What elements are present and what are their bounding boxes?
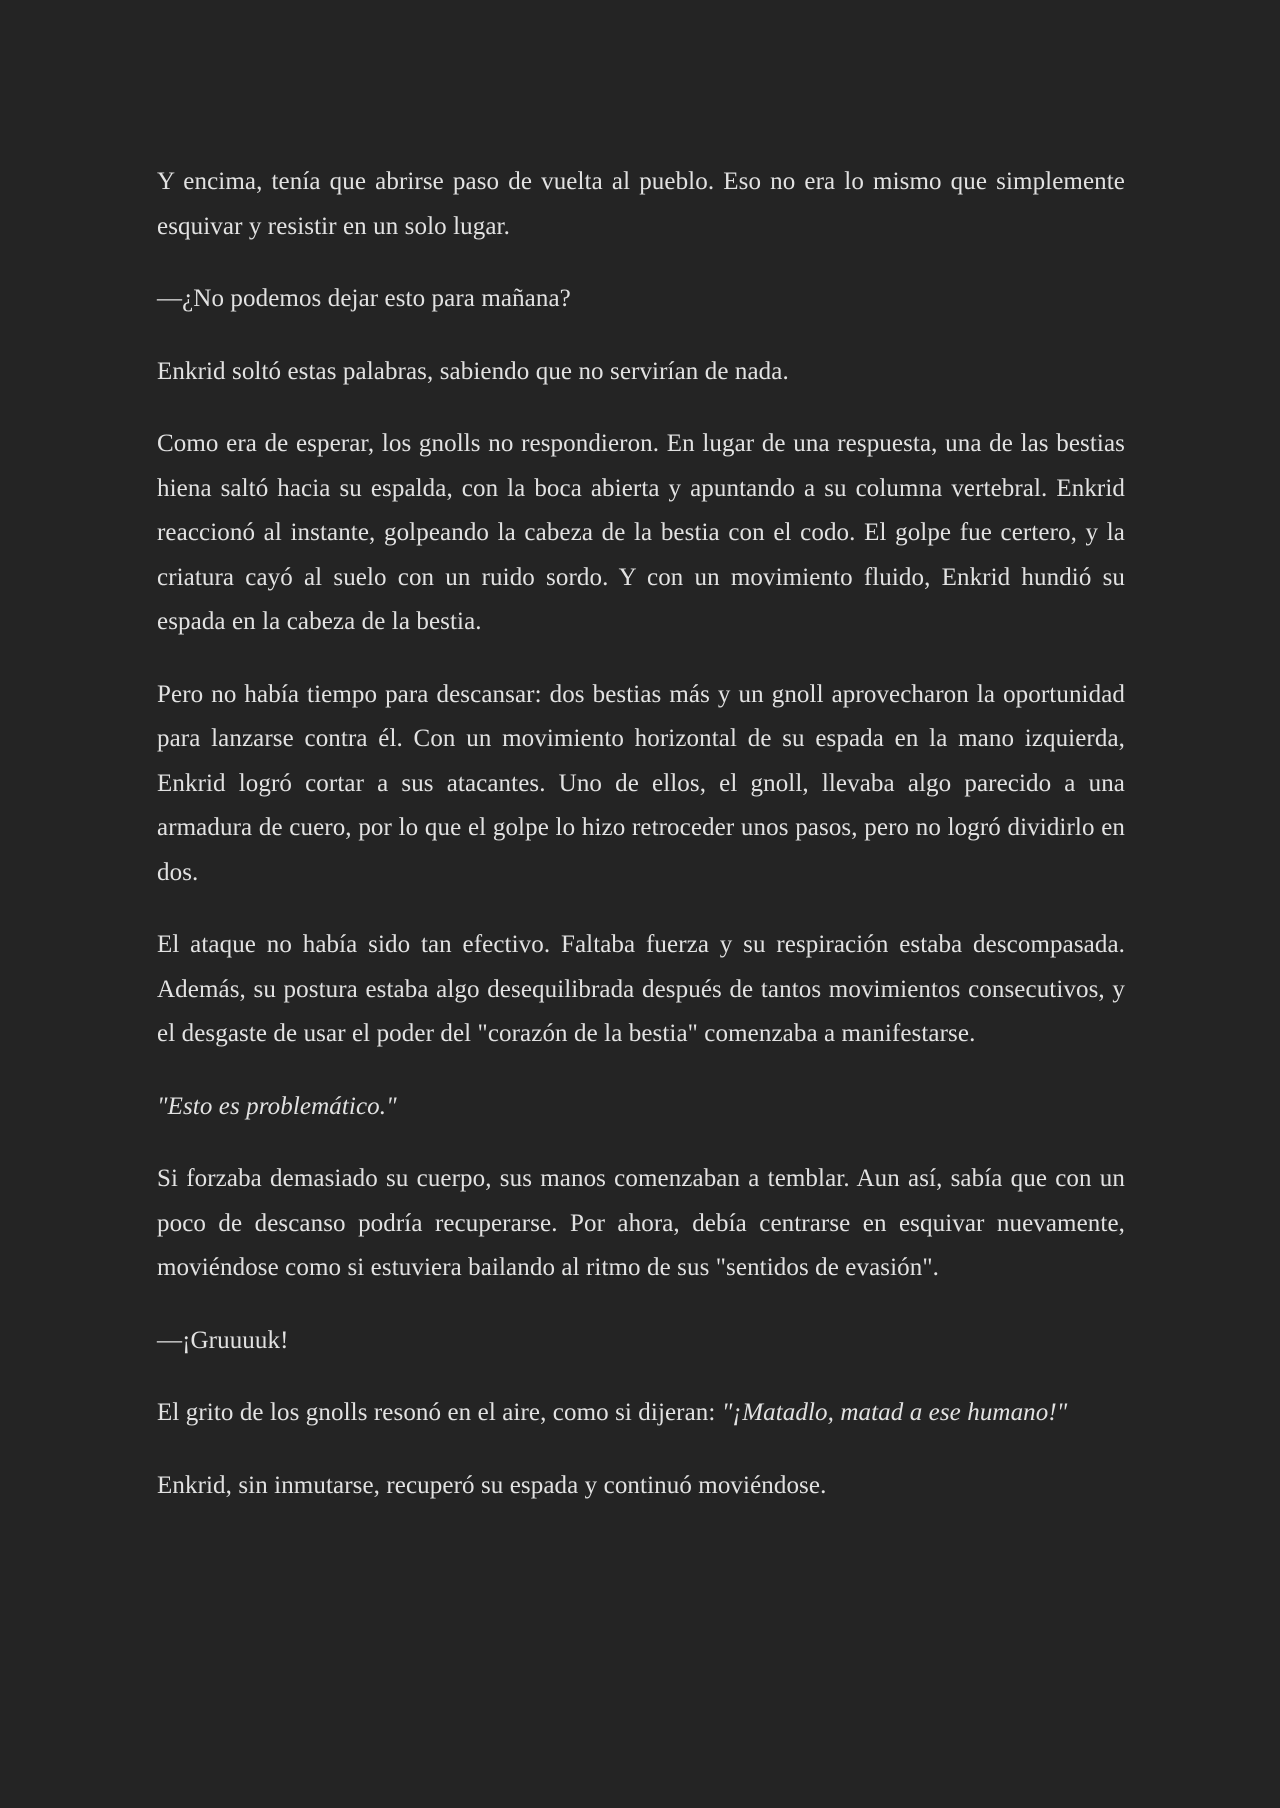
paragraph-text: —¡Gruuuuk!: [157, 1326, 289, 1354]
paragraph-text: Y encima, tenía que abrirse paso de vuelta al pueblo. Eso no era lo mismo que simplemente esquivar y resistir en un solo lugar.: [157, 168, 1132, 240]
paragraph-text-italic: "¡Matadlo, matad a ese humano!": [721, 1399, 1068, 1426]
paragraph: [157, 422, 1132, 645]
paragraph: [157, 1319, 1125, 1364]
paragraph: [157, 673, 1132, 896]
paragraph-text-italic: "Esto es problemático.": [157, 1092, 397, 1120]
paragraph-text: El ataque no había sido tan efectivo. Faltaba fuerza y su respiración estaba descompasada. Además, su postura estaba algo desequilibrada después de tantos movimientos consecutivos, y el desgaste de usar el poder del "corazón de la bestia" comenzaba a manifestarse.: [157, 931, 1132, 1047]
paragraph: [157, 1464, 1125, 1509]
paragraph: [157, 350, 1125, 395]
paragraph-text: Enkrid, sin inmutarse, recuperó su espada y continuó moviéndose.: [157, 1471, 827, 1499]
paragraph: [157, 1391, 1125, 1436]
paragraph-text: El grito de los gnolls resonó en el aire, como si dijeran:: [157, 1399, 722, 1426]
paragraph-text: Como era de esperar, los gnolls no respondieron. En lugar de una respuesta, una de las bestias hiena saltó hacia su espalda, con la boca abierta y apuntando a su columna vertebral. Enkrid reaccionó al instante, golpeando la cabeza de la bestia con el codo. El golpe fue certero, y la criatura cayó al suelo con un ruido sordo. Y con un movimiento fluido, Enkrid hundió su espada en la cabeza de la bestia.: [157, 430, 1132, 635]
paragraph-text: —¿No podemos dejar esto para mañana?: [157, 285, 571, 312]
paragraph: [157, 277, 1125, 322]
page-text-content: [157, 160, 1132, 1508]
paragraph-text: Si forzaba demasiado su cuerpo, sus manos comenzaban a temblar. Aun así, sabía que con un poco de descanso podría recuperarse. Por ahora, debía centrarse en esquivar nuevamente, moviéndose como si estuviera bailando al ritmo de sus "sentidos de evasión".: [157, 1165, 1132, 1281]
paragraph: [157, 160, 1132, 249]
paragraph: [157, 1085, 1125, 1130]
paragraph: [157, 1157, 1132, 1291]
paragraph-text: Pero no había tiempo para descansar: dos bestias más y un gnoll aprovecharon la oportunidad para lanzarse contra él. Con un movimiento horizontal de su espada en la mano izquierda, Enkrid logró cortar a sus atacantes. Uno de ellos, el gnoll, llevaba algo parecido a una armadura de cuero, por lo que el golpe lo hizo retroceder unos pasos, pero no logró dividirlo en dos.: [157, 680, 1132, 886]
paragraph: [157, 923, 1132, 1057]
paragraph-text: Enkrid soltó estas palabras, sabiendo que no servirían de nada.: [157, 357, 789, 385]
